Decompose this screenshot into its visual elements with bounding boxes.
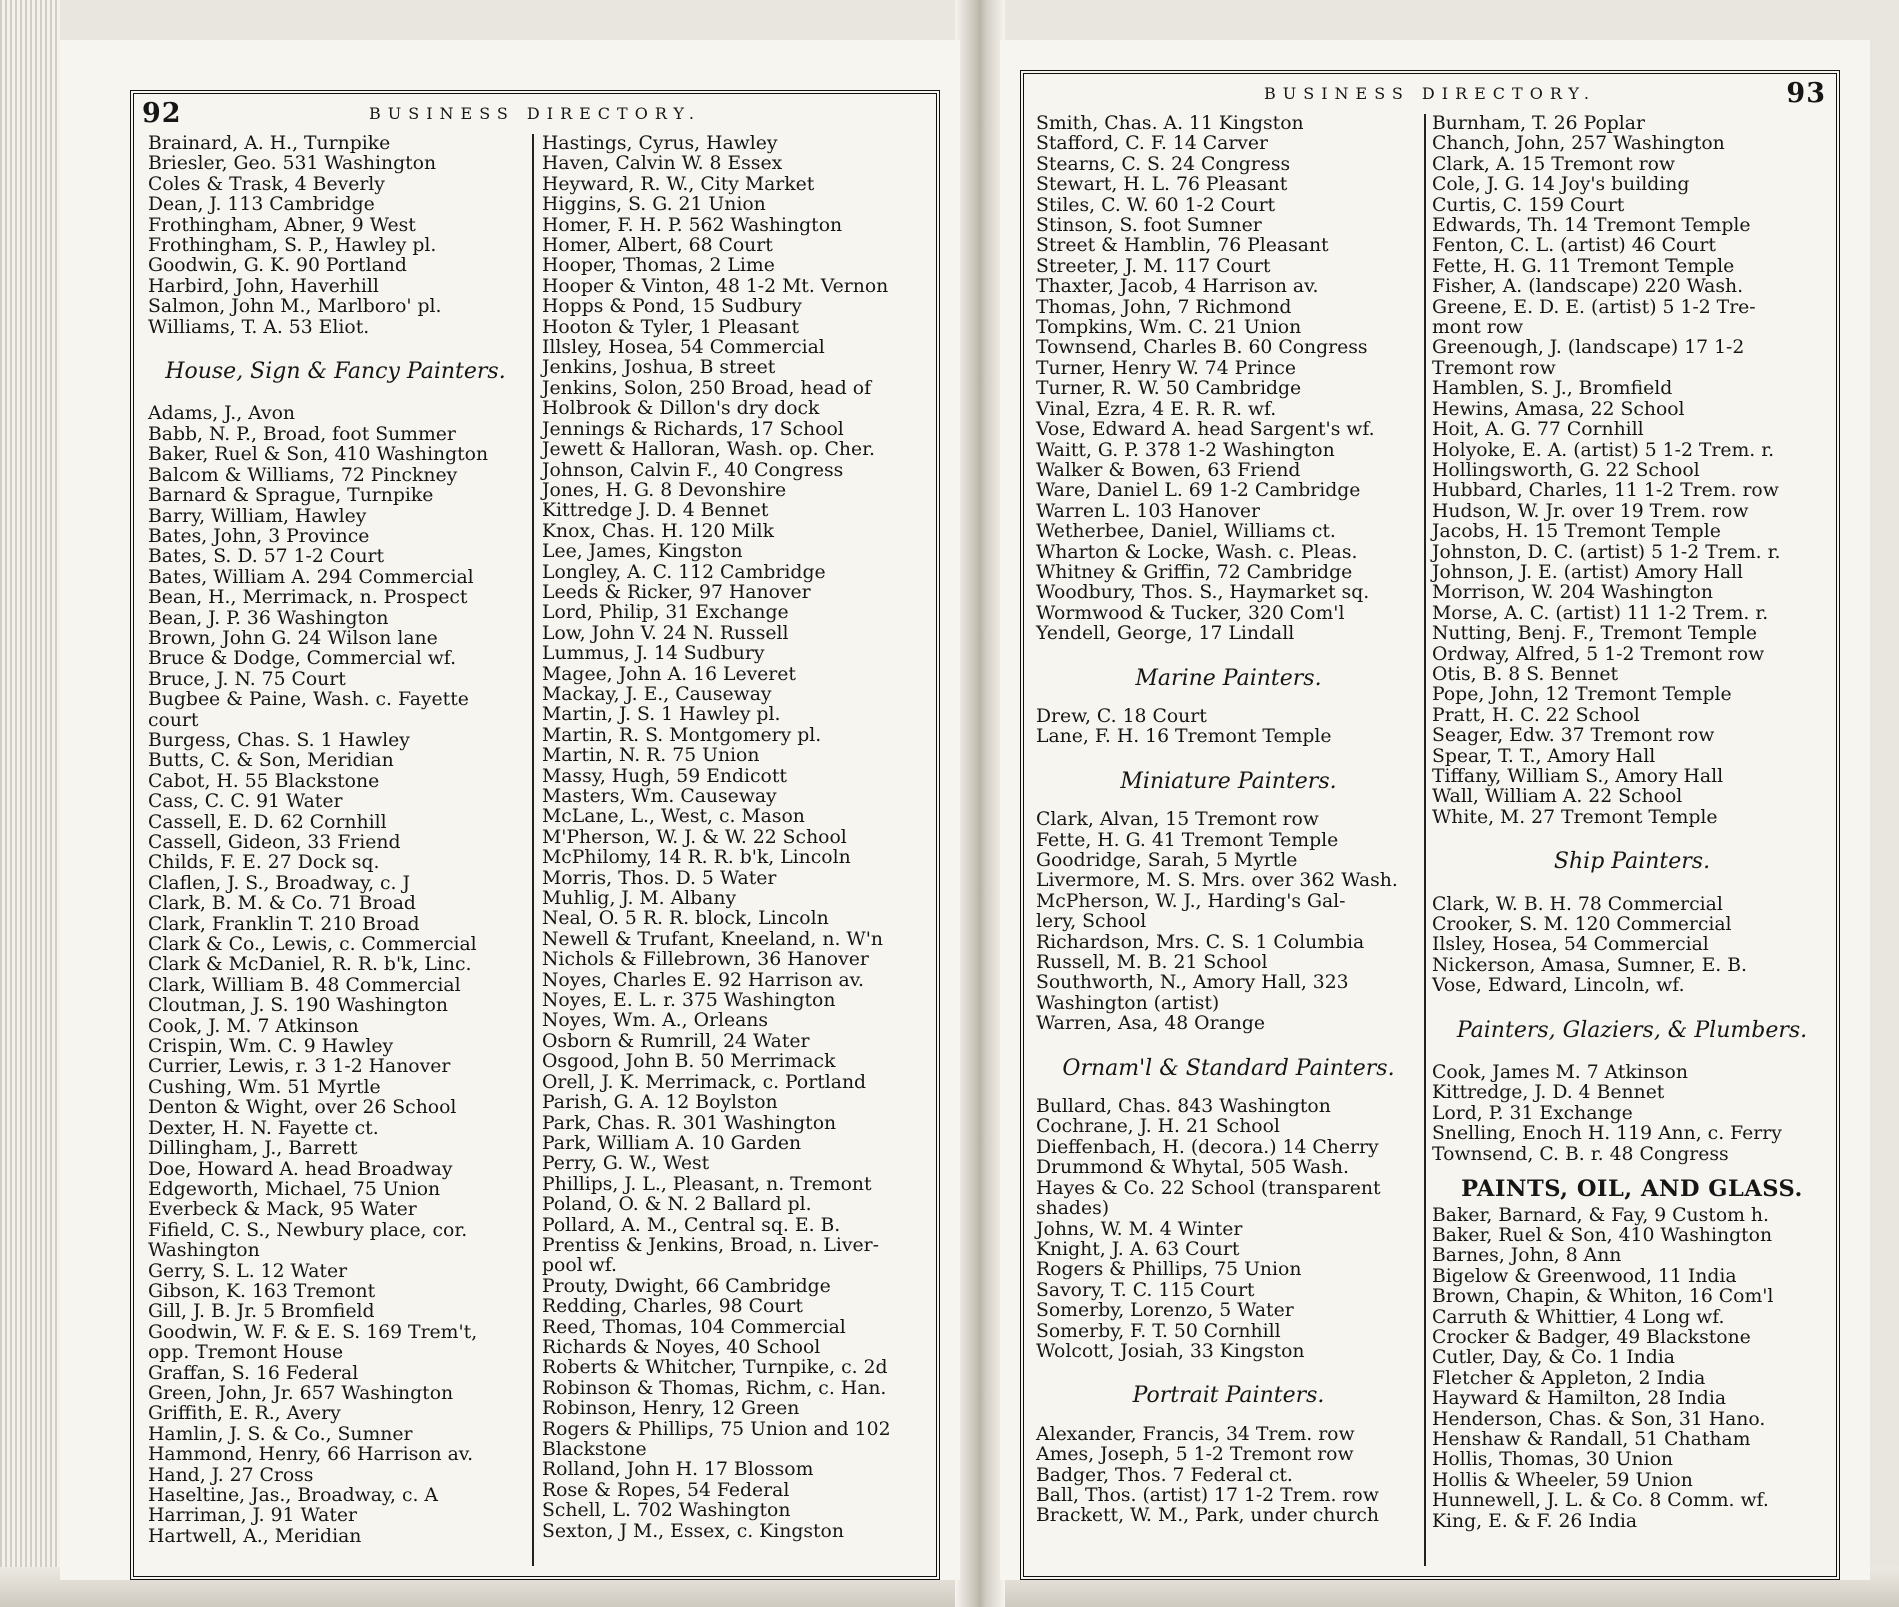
entry-list: [1432, 1063, 1832, 1165]
directory-entry: Blackstone: [542, 1439, 647, 1460]
directory-entry: Orell, J. K. Merrimack, c. Portland: [542, 1071, 867, 1093]
entry-list: [148, 134, 523, 338]
directory-entry: Barnard & Sprague, Turnpike: [148, 485, 434, 507]
right-column-2: [1432, 114, 1832, 1572]
directory-entry: Hopps & Pond, 15 Sudbury: [542, 296, 802, 318]
directory-entry: Nichols & Fillebrown, 36 Hanover: [542, 949, 869, 971]
directory-entry: Leeds & Ricker, 97 Hanover: [542, 581, 811, 603]
directory-entry: Harriman, J. 91 Water: [148, 1505, 357, 1527]
directory-entry: Stiles, C. W. 60 1-2 Court: [1036, 194, 1276, 216]
directory-entry: Woodbury, Thos. S., Haymarket sq.: [1036, 582, 1370, 604]
left-column-2: [542, 134, 934, 1572]
directory-entry: Heyward, R. W., City Market: [542, 173, 815, 195]
directory-entry: Holbrook & Dillon's dry dock: [542, 398, 820, 420]
directory-entry: Park, William A. 10 Garden: [542, 1132, 802, 1154]
directory-entry: Bates, S. D. 57 1-2 Court: [148, 546, 385, 568]
directory-entry: Curtis, C. 159 Court: [1432, 194, 1625, 216]
directory-entry: Warren, Asa, 48 Orange: [1036, 1013, 1265, 1035]
directory-entry: Higgins, S. G. 21 Union: [542, 194, 766, 216]
directory-entry: Perry, G. W., West: [542, 1153, 710, 1175]
directory-entry: Cole, J. G. 14 Joy's building: [1432, 174, 1690, 196]
directory-entry: Magee, John A. 16 Leveret: [542, 663, 796, 685]
directory-entry: Frothingham, Abner, 9 West: [148, 214, 416, 236]
directory-entry: Edwards, Th. 14 Tremont Temple: [1432, 215, 1751, 237]
directory-entry: Fette, H. G. 41 Tremont Temple: [1036, 829, 1339, 851]
directory-entry: Frothingham, S. P., Hawley pl.: [148, 235, 437, 257]
directory-entry: King, E. & F. 26 India: [1432, 1510, 1638, 1532]
directory-entry: Haseltine, Jas., Broadway, c. A: [148, 1485, 438, 1506]
directory-entry: Chanch, John, 257 Washington: [1432, 133, 1725, 155]
directory-entry: Hunnewell, J. L. & Co. 8 Comm. wf.: [1432, 1490, 1769, 1512]
directory-entry: Cabot, H. 55 Blackstone: [148, 770, 380, 792]
directory-entry: Hewins, Amasa, 22 School: [1432, 398, 1685, 420]
directory-entry: Vinal, Ezra, 4 E. R. R. wf.: [1036, 398, 1277, 420]
section-heading: Painters, Glaziers, & Plumbers.: [1456, 1017, 1808, 1043]
directory-entry: Hamlin, J. S. & Co., Sumner: [148, 1423, 413, 1445]
directory-entry: Nutting, Benj. F., Tremont Temple: [1432, 623, 1757, 645]
directory-entry: Crooker, S. M. 120 Commercial: [1432, 914, 1732, 936]
directory-entry: Clark & McDaniel, R. R. b'k, Linc.: [148, 954, 472, 976]
directory-entry: Mackay, J. E., Causeway: [542, 683, 772, 705]
right-page: [1000, 40, 1870, 1580]
directory-entry: Bates, William A. 294 Commercial: [148, 566, 474, 588]
directory-entry: pool wf.: [542, 1255, 617, 1277]
directory-entry: Jacobs, H. 15 Tremont Temple: [1432, 521, 1721, 543]
directory-entry: Clark & Co., Lewis, c. Commercial: [148, 934, 477, 956]
directory-entry: Vose, Edward A. head Sargent's wf.: [1036, 419, 1375, 441]
directory-entry: Clark, William B. 48 Commercial: [148, 974, 461, 996]
directory-entry: Morrison, W. 204 Washington: [1432, 582, 1713, 604]
directory-entry: Lee, James, Kingston: [542, 541, 743, 563]
directory-entry: Homer, F. H. P. 562 Washington: [542, 214, 843, 236]
directory-entry: Martin, J. S. 1 Hawley pl.: [542, 704, 781, 726]
section-heading: House, Sign & Fancy Painters.: [165, 359, 506, 385]
entry-list: [1036, 114, 1421, 645]
directory-entry: Salmon, John M., Marlboro' pl.: [148, 296, 442, 318]
running-header: BUSINESS DIRECTORY.: [369, 104, 701, 123]
directory-entry: Baker, Barnard, & Fay, 9 Custom h.: [1432, 1204, 1769, 1226]
directory-entry: Hollis, Thomas, 30 Union: [1432, 1449, 1674, 1471]
entry-list: [1432, 1206, 1832, 1533]
directory-entry: lery, School: [1036, 911, 1147, 933]
directory-entry: Ware, Daniel L. 69 1-2 Cambridge: [1036, 480, 1361, 502]
directory-entry: Schell, L. 702 Washington: [542, 1500, 791, 1522]
directory-entry: Townsend, Charles B. 60 Congress: [1036, 337, 1368, 359]
directory-entry: Nickerson, Amasa, Sumner, E. B.: [1432, 954, 1748, 976]
directory-entry: Clark, Franklin T. 210 Broad: [148, 913, 420, 935]
directory-entry: McPherson, W. J., Harding's Gal-: [1036, 890, 1346, 912]
directory-entry: Osborn & Rumrill, 24 Water: [542, 1030, 810, 1052]
directory-entry: Bugbee & Paine, Wash. c. Fayette: [148, 689, 469, 711]
section-heading: Ornam'l & Standard Painters.: [1062, 1055, 1395, 1081]
directory-entry: Wormwood & Tucker, 320 Com'l: [1036, 602, 1345, 624]
directory-entry: Osgood, John B. 50 Merrimack: [542, 1051, 836, 1073]
column-divider: [532, 134, 534, 1566]
directory-entry: Ball, Thos. (artist) 17 1-2 Trem. row: [1036, 1484, 1379, 1506]
directory-entry: Alexander, Francis, 34 Trem. row: [1036, 1423, 1355, 1445]
directory-entry: Park, Chas. R. 301 Washington: [542, 1112, 837, 1134]
directory-entry: Kittredge J. D. 4 Bennet: [542, 500, 769, 522]
section-heading: Portrait Painters.: [1132, 1383, 1325, 1409]
directory-entry: Masters, Wm. Causeway: [542, 786, 777, 807]
directory-entry: Burnham, T. 26 Poplar: [1432, 113, 1645, 134]
directory-entry: Stinson, S. foot Sumner: [1036, 215, 1262, 237]
directory-entry: Spear, T. T., Amory Hall: [1432, 745, 1656, 767]
directory-entry: Prouty, Dwight, 66 Cambridge: [542, 1275, 831, 1297]
directory-entry: Baker, Ruel & Son, 410 Washington: [148, 444, 489, 466]
directory-entry: Bigelow & Greenwood, 11 India: [1432, 1265, 1737, 1287]
directory-entry: Rose & Ropes, 54 Federal: [542, 1479, 790, 1501]
directory-entry: Dexter, H. N. Fayette ct.: [148, 1117, 379, 1139]
directory-entry: Jenkins, Joshua, B street: [542, 357, 776, 379]
section-heading: Ship Painters.: [1553, 849, 1711, 875]
directory-entry: Clark, Alvan, 15 Tremont row: [1036, 809, 1319, 831]
directory-entry: Noyes, Charles E. 92 Harrison av.: [542, 969, 865, 991]
entry-list: [1036, 707, 1421, 748]
directory-entry: Hand, J. 27 Cross: [148, 1464, 314, 1486]
directory-entry: Fisher, A. (landscape) 220 Wash.: [1432, 276, 1744, 298]
directory-entry: Streeter, J. M. 117 Court: [1036, 255, 1271, 277]
page-number: 93: [1786, 78, 1826, 109]
directory-entry: Clark, A. 15 Tremont row: [1432, 153, 1675, 175]
directory-entry: Brown, Chapin, & Whiton, 16 Com'l: [1432, 1286, 1774, 1308]
directory-entry: Bates, John, 3 Province: [148, 525, 370, 547]
directory-entry: Cassell, E. D. 62 Cornhill: [148, 811, 387, 833]
directory-entry: opp. Tremont House: [148, 1342, 344, 1364]
directory-entry: Waitt, G. P. 378 1-2 Washington: [1036, 439, 1335, 461]
directory-entry: Crispin, Wm. C. 9 Hawley: [148, 1036, 394, 1058]
entry-list: [1036, 1425, 1421, 1527]
directory-entry: Washington (artist): [1036, 992, 1220, 1014]
directory-entry: Walker & Bowen, 63 Friend: [1036, 459, 1301, 481]
directory-entry: Claflen, J. S., Broadway, c. J: [148, 872, 410, 894]
directory-entry: Redding, Charles, 98 Court: [542, 1296, 803, 1318]
directory-entry: Baker, Ruel & Son, 410 Washington: [1432, 1224, 1773, 1246]
directory-entry: court: [148, 709, 199, 731]
directory-entry: Robinson, Henry, 12 Green: [542, 1398, 800, 1420]
directory-entry: Pope, John, 12 Tremont Temple: [1432, 684, 1732, 706]
directory-entry: Hubbard, Charles, 11 1-2 Trem. row: [1432, 480, 1779, 502]
directory-entry: Brown, John G. 24 Wilson lane: [148, 627, 438, 649]
directory-entry: Townsend, C. B. r. 48 Congress: [1432, 1143, 1729, 1165]
directory-entry: Martin, N. R. 75 Union: [542, 745, 760, 767]
directory-entry: Tremont row: [1432, 357, 1556, 379]
directory-entry: Tompkins, Wm. C. 21 Union: [1036, 317, 1302, 339]
directory-entry: Roberts & Whitcher, Turnpike, c. 2d: [542, 1357, 888, 1379]
directory-entry: Prentiss & Jenkins, Broad, n. Liver-: [542, 1234, 879, 1256]
directory-entry: Hayes & Co. 22 School (transparent: [1036, 1177, 1381, 1199]
directory-entry: Carruth & Whittier, 4 Long wf.: [1432, 1306, 1725, 1328]
directory-entry: Whitney & Griffin, 72 Cambridge: [1036, 561, 1353, 583]
page-number: 92: [142, 98, 182, 129]
directory-entry: Cass, C. C. 91 Water: [148, 791, 343, 813]
directory-entry: Homer, Albert, 68 Court: [542, 235, 773, 257]
directory-entry: Snelling, Enoch H. 119 Ann, c. Ferry: [1432, 1123, 1782, 1145]
directory-entry: Briesler, Geo. 531 Washington: [148, 153, 437, 175]
directory-entry: Doe, Howard A. head Broadway: [148, 1158, 453, 1180]
directory-entry: Ordway, Alfred, 5 1-2 Tremont row: [1432, 643, 1765, 665]
directory-entry: Drew, C. 18 Court: [1036, 705, 1207, 727]
directory-entry: Goodwin, G. K. 90 Portland: [148, 255, 407, 277]
directory-entry: Childs, F. E. 27 Dock sq.: [148, 852, 380, 874]
directory-entry: Wall, William A. 22 School: [1432, 786, 1683, 808]
directory-entry: McPhilomy, 14 R. R. b'k, Lincoln: [542, 847, 851, 869]
entry-list: [1036, 1097, 1421, 1362]
left-page-frame: [130, 90, 940, 1580]
directory-entry: Jennings & Richards, 17 School: [542, 418, 844, 440]
directory-entry: Richardson, Mrs. C. S. 1 Columbia: [1036, 931, 1365, 953]
directory-entry: Cutler, Day, & Co. 1 India: [1432, 1347, 1675, 1369]
directory-entry: Robinson & Thomas, Richm, c. Han.: [542, 1377, 887, 1399]
directory-entry: Muhlig, J. M. Albany: [542, 888, 737, 910]
directory-entry: Johnson, J. E. (artist) Amory Hall: [1432, 561, 1744, 583]
directory-entry: Massy, Hugh, 59 Endicott: [542, 765, 787, 787]
directory-entry: Reed, Thomas, 104 Commercial: [542, 1316, 846, 1338]
directory-entry: Poland, O. & N. 2 Ballard pl.: [542, 1194, 812, 1216]
entry-list: [1432, 895, 1832, 997]
directory-entry: Barry, William, Hawley: [148, 505, 367, 527]
directory-entry: Hammond, Henry, 66 Harrison av.: [148, 1444, 474, 1466]
directory-entry: Savory, T. C. 115 Court: [1036, 1279, 1255, 1301]
directory-entry: Fenton, C. L. (artist) 46 Court: [1432, 235, 1716, 257]
directory-entry: Richards & Noyes, 40 School: [542, 1336, 821, 1358]
directory-entry: mont row: [1432, 317, 1524, 339]
section-heading: Miniature Painters.: [1120, 768, 1337, 794]
directory-entry: Gibson, K. 163 Tremont: [148, 1280, 376, 1302]
directory-entry: Hudson, W. Jr. over 19 Trem. row: [1432, 500, 1749, 522]
directory-entry: Low, John V. 24 N. Russell: [542, 622, 789, 644]
directory-entry: Denton & Wight, over 26 School: [148, 1097, 457, 1119]
directory-entry: Johns, W. M. 4 Winter: [1036, 1218, 1243, 1240]
directory-entry: Coles & Trask, 4 Beverly: [148, 173, 385, 195]
directory-entry: Butts, C. & Son, Meridian: [148, 750, 394, 772]
column-divider: [1424, 114, 1426, 1566]
directory-entry: Johnson, Calvin F., 40 Congress: [542, 459, 844, 481]
directory-entry: Williams, T. A. 53 Eliot.: [148, 316, 370, 338]
directory-entry: Clark, B. M. & Co. 71 Broad: [148, 893, 416, 915]
directory-entry: Morris, Thos. D. 5 Water: [542, 867, 777, 889]
directory-entry: Henshaw & Randall, 51 Chatham: [1432, 1428, 1751, 1450]
directory-entry: Burgess, Chas. S. 1 Hawley: [148, 729, 410, 751]
directory-entry: Illsley, Hosea, 54 Commercial: [542, 337, 825, 359]
left-page-header: [134, 98, 936, 128]
directory-entry: Hollis & Wheeler, 59 Union: [1432, 1469, 1693, 1491]
left-page: [60, 40, 960, 1580]
directory-entry: Sexton, J M., Essex, c. Kingston: [542, 1520, 844, 1542]
directory-entry: Badger, Thos. 7 Federal ct.: [1036, 1464, 1293, 1486]
right-page-header: [1024, 78, 1836, 108]
directory-entry: Jewett & Halloran, Wash. op. Cher.: [542, 439, 875, 461]
directory-entry: Yendell, George, 17 Lindall: [1036, 623, 1295, 645]
directory-entry: shades): [1036, 1198, 1110, 1220]
entry-list: [1036, 810, 1421, 1034]
page-edges: [0, 0, 60, 1607]
directory-entry: Dean, J. 113 Cambridge: [148, 194, 375, 216]
directory-entry: Bruce, J. N. 75 Court: [148, 668, 346, 690]
directory-entry: Turner, R. W. 50 Cambridge: [1036, 378, 1302, 400]
directory-entry: Jenkins, Solon, 250 Broad, head of: [542, 377, 872, 399]
directory-entry: M'Pherson, W. J. & W. 22 School: [542, 826, 847, 848]
directory-entry: Cloutman, J. S. 190 Washington: [148, 995, 449, 1017]
directory-entry: Livermore, M. S. Mrs. over 362 Wash.: [1036, 870, 1398, 892]
directory-entry: Brainard, A. H., Turnpike: [148, 133, 391, 154]
directory-entry: Bullard, Chas. 843 Washington: [1036, 1096, 1331, 1118]
directory-entry: Hastings, Cyrus, Hawley: [542, 133, 778, 154]
directory-entry: Warren L. 103 Hanover: [1036, 500, 1260, 522]
directory-entry: Lane, F. H. 16 Tremont Temple: [1036, 726, 1332, 748]
directory-entry: Knox, Chas. H. 120 Milk: [542, 520, 774, 542]
directory-entry: Goodwin, W. F. & E. S. 169 Trem't,: [148, 1321, 478, 1343]
directory-entry: Kittredge, J. D. 4 Bennet: [1432, 1082, 1665, 1104]
directory-entry: Cassell, Gideon, 33 Friend: [148, 832, 401, 853]
entry-list: [542, 134, 934, 1542]
directory-entry: Greenough, J. (landscape) 17 1-2: [1432, 337, 1745, 359]
directory-entry: Lord, Philip, 31 Exchange: [542, 602, 789, 624]
directory-entry: Fletcher & Appleton, 2 India: [1432, 1367, 1706, 1389]
directory-entry: Turner, Henry W. 74 Prince: [1036, 357, 1296, 379]
directory-entry: Henderson, Chas. & Son, 31 Hano.: [1432, 1408, 1766, 1430]
directory-entry: Rolland, John H. 17 Blossom: [542, 1459, 814, 1481]
entry-list: [1432, 114, 1832, 828]
directory-entry: Johnston, D. C. (artist) 5 1-2 Trem. r.: [1432, 541, 1781, 563]
directory-entry: Neal, O. 5 R. R. block, Lincoln: [542, 908, 829, 930]
directory-entry: McLane, L., West, c. Mason: [542, 806, 805, 828]
directory-entry: Bean, J. P. 36 Washington: [148, 607, 389, 629]
directory-entry: Rogers & Phillips, 75 Union: [1036, 1259, 1302, 1281]
directory-entry: Drummond & Whytal, 505 Wash.: [1036, 1157, 1349, 1179]
directory-entry: Ilsley, Hosea, 54 Commercial: [1432, 934, 1709, 956]
directory-entry: Crocker & Badger, 49 Blackstone: [1432, 1326, 1751, 1348]
directory-entry: Goodridge, Sarah, 5 Myrtle: [1036, 850, 1298, 871]
directory-entry: Noyes, Wm. A., Orleans: [542, 1010, 768, 1032]
directory-entry: Harbird, John, Haverhill: [148, 275, 379, 297]
directory-entry: Knight, J. A. 63 Court: [1036, 1238, 1240, 1260]
directory-entry: Wharton & Locke, Wash. c. Pleas.: [1036, 541, 1358, 563]
section-heading: Marine Painters.: [1135, 665, 1322, 691]
directory-entry: Newell & Trufant, Kneeland, n. W'n: [542, 928, 883, 950]
directory-entry: Thaxter, Jacob, 4 Harrison av.: [1036, 276, 1319, 298]
directory-entry: Adams, J., Avon: [148, 403, 295, 425]
section-heading: PAINTS, OIL, AND GLASS.: [1461, 1176, 1803, 1203]
directory-entry: Pollard, A. M., Central sq. E. B.: [542, 1214, 841, 1236]
running-header: BUSINESS DIRECTORY.: [1264, 84, 1596, 103]
right-column-1: [1036, 114, 1421, 1572]
directory-entry: Balcom & Williams, 72 Pinckney: [148, 464, 458, 486]
directory-entry: Cochrane, J. H. 21 School: [1036, 1116, 1280, 1138]
directory-entry: Lord, P. 31 Exchange: [1432, 1102, 1633, 1124]
directory-entry: Brackett, W. M., Park, under church: [1036, 1505, 1379, 1527]
directory-entry: Everbeck & Mack, 95 Water: [148, 1199, 417, 1221]
directory-entry: Hayward & Hamilton, 28 India: [1432, 1388, 1727, 1410]
directory-entry: Stafford, C. F. 14 Carver: [1036, 133, 1269, 155]
directory-entry: Smith, Chas. A. 11 Kingston: [1036, 113, 1304, 134]
directory-entry: Somerby, Lorenzo, 5 Water: [1036, 1300, 1294, 1322]
directory-entry: Griffith, E. R., Avery: [148, 1403, 341, 1425]
directory-entry: Seager, Edw. 37 Tremont row: [1432, 725, 1715, 747]
directory-entry: Dieffenbach, H. (decora.) 14 Cherry: [1036, 1136, 1379, 1158]
directory-entry: Wolcott, Josiah, 33 Kingston: [1036, 1340, 1305, 1362]
directory-entry: Hooper, Thomas, 2 Lime: [542, 255, 775, 277]
directory-entry: Cook, J. M. 7 Atkinson: [148, 1015, 359, 1037]
directory-entry: Haven, Calvin W. 8 Essex: [542, 153, 783, 175]
directory-entry: Wetherbee, Daniel, Williams ct.: [1036, 521, 1336, 543]
directory-entry: Edgeworth, Michael, 75 Union: [148, 1178, 441, 1200]
directory-entry: Green, John, Jr. 657 Washington: [148, 1382, 454, 1404]
directory-entry: Barnes, John, 8 Ann: [1432, 1245, 1622, 1267]
directory-entry: Stewart, H. L. 76 Pleasant: [1036, 174, 1288, 196]
directory-entry: Washington: [148, 1240, 260, 1262]
directory-entry: Jones, H. G. 8 Devonshire: [542, 479, 787, 501]
directory-entry: Hollingsworth, G. 22 School: [1432, 459, 1700, 481]
directory-entry: Hooton & Tyler, 1 Pleasant: [542, 316, 800, 338]
directory-entry: Phillips, J. L., Pleasant, n. Tremont: [542, 1173, 872, 1195]
directory-entry: Morse, A. C. (artist) 11 1-2 Trem. r.: [1432, 602, 1769, 624]
directory-entry: Currier, Lewis, r. 3 1-2 Hanover: [148, 1056, 451, 1078]
directory-entry: Graffan, S. 16 Federal: [148, 1362, 359, 1384]
directory-entry: Hooper & Vinton, 48 1-2 Mt. Vernon: [542, 275, 889, 297]
left-column-1: [148, 134, 523, 1572]
directory-entry: Martin, R. S. Montgomery pl.: [542, 724, 822, 746]
directory-entry: Cook, James M. 7 Atkinson: [1432, 1062, 1688, 1084]
directory-entry: Holyoke, E. A. (artist) 5 1-2 Trem. r.: [1432, 439, 1775, 461]
directory-entry: Hamblen, S. J., Bromfield: [1432, 378, 1673, 400]
entry-list: [148, 404, 523, 1547]
directory-entry: Hoit, A. G. 77 Cornhill: [1432, 419, 1644, 441]
directory-entry: Longley, A. C. 112 Cambridge: [542, 561, 826, 583]
directory-entry: Gerry, S. L. 12 Water: [148, 1260, 348, 1282]
directory-entry: Ames, Joseph, 5 1-2 Tremont row: [1036, 1444, 1354, 1466]
directory-entry: Otis, B. 8 S. Bennet: [1432, 663, 1619, 685]
directory-entry: Dillingham, J., Barrett: [148, 1138, 358, 1160]
directory-entry: Lummus, J. 14 Sudbury: [542, 643, 765, 665]
directory-entry: Southworth, N., Amory Hall, 323: [1036, 972, 1349, 994]
directory-entry: Babb, N. P., Broad, foot Summer: [148, 423, 456, 445]
directory-entry: Bruce & Dodge, Commercial wf.: [148, 648, 457, 670]
right-page-frame: [1020, 70, 1840, 1580]
directory-entry: Hartwell, A., Meridian: [148, 1525, 362, 1547]
directory-entry: Parish, G. A. 12 Boylston: [542, 1092, 778, 1114]
directory-entry: Tiffany, William S., Amory Hall: [1432, 766, 1724, 787]
directory-entry: Vose, Edward, Lincoln, wf.: [1432, 975, 1685, 997]
directory-entry: Gill, J. B. Jr. 5 Bromfield: [148, 1301, 375, 1323]
directory-entry: Bean, H., Merrimack, n. Prospect: [148, 587, 468, 609]
directory-entry: Noyes, E. L. r. 375 Washington: [542, 990, 836, 1012]
directory-entry: Clark, W. B. H. 78 Commercial: [1432, 893, 1723, 915]
directory-entry: Fette, H. G. 11 Tremont Temple: [1432, 255, 1735, 277]
directory-entry: Fifield, C. S., Newbury place, cor.: [148, 1219, 468, 1241]
directory-entry: Street & Hamblin, 76 Pleasant: [1036, 235, 1329, 257]
directory-entry: Somerby, F. T. 50 Cornhill: [1036, 1320, 1281, 1342]
directory-entry: Thomas, John, 7 Richmond: [1036, 296, 1292, 318]
directory-entry: Rogers & Phillips, 75 Union and 102: [542, 1418, 891, 1440]
directory-entry: Cushing, Wm. 51 Myrtle: [148, 1076, 381, 1098]
directory-entry: Pratt, H. C. 22 School: [1432, 704, 1640, 726]
directory-entry: Russell, M. B. 21 School: [1036, 952, 1268, 974]
book-gutter: [955, 0, 1005, 1607]
directory-entry: Greene, E. D. E. (artist) 5 1-2 Tre-: [1432, 296, 1756, 318]
directory-entry: Stearns, C. S. 24 Congress: [1036, 153, 1291, 175]
directory-entry: White, M. 27 Tremont Temple: [1432, 806, 1718, 828]
